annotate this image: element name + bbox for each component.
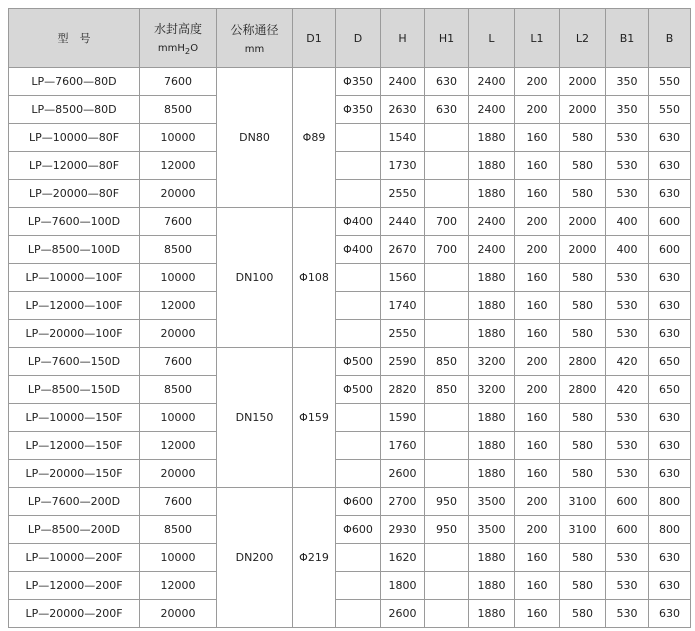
- cell-h: 2820: [381, 376, 425, 404]
- header-model: 型 号: [9, 9, 140, 68]
- cell-b: 630: [649, 544, 691, 572]
- cell-b1: 530: [606, 180, 649, 208]
- cell-d: Φ500: [336, 348, 381, 376]
- cell-model: LP—10000—200F: [9, 544, 140, 572]
- cell-l: 1880: [469, 460, 515, 488]
- cell-model: LP—8500—100D: [9, 236, 140, 264]
- cell-d: Φ600: [336, 516, 381, 544]
- cell-l2: 580: [560, 264, 606, 292]
- table-row: [9, 516, 691, 544]
- cell-l2: 2000: [560, 68, 606, 96]
- cell-d: [336, 292, 381, 320]
- cell-l1: 160: [515, 152, 560, 180]
- cell-b1: 400: [606, 208, 649, 236]
- cell-h1: 950: [425, 488, 469, 516]
- cell-l2: 580: [560, 544, 606, 572]
- cell-d: [336, 404, 381, 432]
- cell-d1: Φ219: [293, 488, 336, 628]
- cell-h: 2550: [381, 320, 425, 348]
- cell-b1: 530: [606, 152, 649, 180]
- cell-seal-height: 20000: [140, 180, 217, 208]
- cell-d: [336, 432, 381, 460]
- cell-seal-height: 20000: [140, 320, 217, 348]
- table-row: [9, 292, 691, 320]
- cell-b: 630: [649, 460, 691, 488]
- cell-h: 2930: [381, 516, 425, 544]
- header-l: L: [469, 9, 515, 68]
- cell-l2: 580: [560, 152, 606, 180]
- cell-l2: 580: [560, 572, 606, 600]
- cell-h1: [425, 460, 469, 488]
- cell-model: LP—12000—100F: [9, 292, 140, 320]
- header-d1: D1: [293, 9, 336, 68]
- cell-nominal-diameter: DN80: [217, 68, 293, 208]
- cell-h1: [425, 264, 469, 292]
- cell-l1: 160: [515, 432, 560, 460]
- cell-seal-height: 12000: [140, 432, 217, 460]
- cell-d: [336, 264, 381, 292]
- cell-seal-height: 20000: [140, 460, 217, 488]
- cell-l: 1880: [469, 180, 515, 208]
- cell-model: LP—12000—200F: [9, 572, 140, 600]
- cell-l1: 160: [515, 320, 560, 348]
- cell-l: 2400: [469, 96, 515, 124]
- cell-seal-height: 7600: [140, 68, 217, 96]
- header-nominal-diameter: 公称通径 mm: [217, 9, 293, 68]
- cell-b: 600: [649, 208, 691, 236]
- cell-l2: 580: [560, 404, 606, 432]
- cell-model: LP—20000—150F: [9, 460, 140, 488]
- header-b1: B1: [606, 9, 649, 68]
- cell-seal-height: 12000: [140, 152, 217, 180]
- cell-h1: [425, 292, 469, 320]
- cell-l1: 160: [515, 572, 560, 600]
- cell-b: 630: [649, 124, 691, 152]
- cell-model: LP—8500—200D: [9, 516, 140, 544]
- cell-l2: 580: [560, 180, 606, 208]
- cell-seal-height: 20000: [140, 600, 217, 628]
- cell-b1: 530: [606, 320, 649, 348]
- cell-b: 800: [649, 488, 691, 516]
- header-b: B: [649, 9, 691, 68]
- cell-seal-height: 12000: [140, 572, 217, 600]
- cell-l1: 200: [515, 68, 560, 96]
- table-row: [9, 460, 691, 488]
- cell-h: 2440: [381, 208, 425, 236]
- cell-b1: 530: [606, 264, 649, 292]
- cell-h: 2400: [381, 68, 425, 96]
- cell-d: Φ350: [336, 68, 381, 96]
- cell-model: LP—7600—200D: [9, 488, 140, 516]
- cell-b1: 350: [606, 96, 649, 124]
- cell-nominal-diameter: DN200: [217, 488, 293, 628]
- table-row: [9, 68, 691, 96]
- cell-b: 630: [649, 600, 691, 628]
- spec-body: [9, 68, 691, 628]
- cell-nominal-diameter: DN150: [217, 348, 293, 488]
- cell-model: LP—8500—150D: [9, 376, 140, 404]
- cell-l1: 160: [515, 292, 560, 320]
- cell-l: 1880: [469, 404, 515, 432]
- cell-h: 1540: [381, 124, 425, 152]
- cell-h1: [425, 320, 469, 348]
- cell-b1: 530: [606, 292, 649, 320]
- cell-h: 2600: [381, 600, 425, 628]
- cell-b1: 530: [606, 124, 649, 152]
- cell-seal-height: 10000: [140, 124, 217, 152]
- cell-h1: 700: [425, 236, 469, 264]
- cell-l2: 2800: [560, 348, 606, 376]
- cell-seal-height: 7600: [140, 348, 217, 376]
- cell-l: 1880: [469, 572, 515, 600]
- table-row: [9, 152, 691, 180]
- cell-model: LP—7600—100D: [9, 208, 140, 236]
- cell-h: 1620: [381, 544, 425, 572]
- cell-model: LP—7600—80D: [9, 68, 140, 96]
- table-row: [9, 376, 691, 404]
- cell-h1: 850: [425, 376, 469, 404]
- cell-b1: 530: [606, 404, 649, 432]
- cell-seal-height: 8500: [140, 236, 217, 264]
- cell-b1: 400: [606, 236, 649, 264]
- table-row: [9, 404, 691, 432]
- cell-l2: 580: [560, 124, 606, 152]
- cell-d: Φ350: [336, 96, 381, 124]
- cell-b: 550: [649, 96, 691, 124]
- cell-b: 630: [649, 404, 691, 432]
- cell-b: 630: [649, 264, 691, 292]
- cell-h: 2700: [381, 488, 425, 516]
- cell-h1: 850: [425, 348, 469, 376]
- cell-d1: Φ159: [293, 348, 336, 488]
- cell-seal-height: 8500: [140, 376, 217, 404]
- header-h1: H1: [425, 9, 469, 68]
- spec-table: [8, 8, 691, 628]
- cell-d: [336, 572, 381, 600]
- cell-l2: 2000: [560, 236, 606, 264]
- cell-model: LP—12000—80F: [9, 152, 140, 180]
- cell-h: 1560: [381, 264, 425, 292]
- cell-seal-height: 10000: [140, 264, 217, 292]
- cell-h1: [425, 600, 469, 628]
- cell-d1: Φ108: [293, 208, 336, 348]
- header-l2: L2: [560, 9, 606, 68]
- cell-l: 2400: [469, 68, 515, 96]
- cell-b: 600: [649, 236, 691, 264]
- cell-model: LP—12000—150F: [9, 432, 140, 460]
- cell-d: [336, 152, 381, 180]
- cell-h1: 630: [425, 96, 469, 124]
- cell-l1: 200: [515, 488, 560, 516]
- header-row: [9, 9, 691, 68]
- cell-model: LP—20000—100F: [9, 320, 140, 348]
- table-row: [9, 264, 691, 292]
- cell-l: 3500: [469, 488, 515, 516]
- cell-model: LP—10000—100F: [9, 264, 140, 292]
- cell-l1: 160: [515, 460, 560, 488]
- cell-l1: 160: [515, 600, 560, 628]
- table-row: [9, 208, 691, 236]
- cell-b: 650: [649, 376, 691, 404]
- cell-l: 1880: [469, 292, 515, 320]
- cell-l1: 160: [515, 180, 560, 208]
- cell-h: 1730: [381, 152, 425, 180]
- cell-d: [336, 544, 381, 572]
- cell-d: Φ500: [336, 376, 381, 404]
- cell-seal-height: 7600: [140, 488, 217, 516]
- cell-l: 3500: [469, 516, 515, 544]
- cell-d: [336, 320, 381, 348]
- cell-h: 2600: [381, 460, 425, 488]
- cell-l1: 160: [515, 404, 560, 432]
- header-seal-height: 水封高度 mmH$_2$O: [140, 9, 217, 68]
- cell-l1: 160: [515, 124, 560, 152]
- table-row: [9, 572, 691, 600]
- table-row: [9, 600, 691, 628]
- cell-b: 630: [649, 152, 691, 180]
- cell-seal-height: 7600: [140, 208, 217, 236]
- cell-l2: 2800: [560, 376, 606, 404]
- table-row: [9, 124, 691, 152]
- cell-d: [336, 460, 381, 488]
- cell-l2: 2000: [560, 96, 606, 124]
- cell-l2: 580: [560, 320, 606, 348]
- cell-d: Φ600: [336, 488, 381, 516]
- cell-b: 630: [649, 180, 691, 208]
- cell-h1: [425, 404, 469, 432]
- table-row: [9, 180, 691, 208]
- table-row: [9, 236, 691, 264]
- cell-l: 1880: [469, 600, 515, 628]
- cell-h: 1800: [381, 572, 425, 600]
- cell-h: 2630: [381, 96, 425, 124]
- cell-l2: 3100: [560, 516, 606, 544]
- cell-seal-height: 12000: [140, 292, 217, 320]
- cell-model: LP—7600—150D: [9, 348, 140, 376]
- cell-b1: 350: [606, 68, 649, 96]
- cell-h: 1590: [381, 404, 425, 432]
- cell-d: [336, 180, 381, 208]
- cell-l2: 580: [560, 460, 606, 488]
- cell-l: 1880: [469, 152, 515, 180]
- cell-h1: [425, 572, 469, 600]
- cell-l2: 580: [560, 292, 606, 320]
- cell-d: [336, 124, 381, 152]
- cell-seal-height: 10000: [140, 544, 217, 572]
- cell-b: 800: [649, 516, 691, 544]
- cell-l1: 160: [515, 544, 560, 572]
- cell-h: 2590: [381, 348, 425, 376]
- cell-l: 3200: [469, 376, 515, 404]
- cell-model: LP—20000—80F: [9, 180, 140, 208]
- table-row: [9, 488, 691, 516]
- cell-l: 1880: [469, 544, 515, 572]
- cell-l: 2400: [469, 236, 515, 264]
- cell-d1: Φ89: [293, 68, 336, 208]
- cell-l: 2400: [469, 208, 515, 236]
- cell-h1: [425, 180, 469, 208]
- cell-b: 550: [649, 68, 691, 96]
- cell-l1: 200: [515, 96, 560, 124]
- table-row: [9, 320, 691, 348]
- cell-d: Φ400: [336, 236, 381, 264]
- cell-model: LP—8500—80D: [9, 96, 140, 124]
- table-row: [9, 544, 691, 572]
- cell-seal-height: 10000: [140, 404, 217, 432]
- cell-h1: [425, 544, 469, 572]
- header-l1: L1: [515, 9, 560, 68]
- cell-l2: 580: [560, 600, 606, 628]
- cell-b: 630: [649, 572, 691, 600]
- cell-l1: 200: [515, 348, 560, 376]
- cell-h: 2550: [381, 180, 425, 208]
- table-row: [9, 96, 691, 124]
- header-h: H: [381, 9, 425, 68]
- cell-seal-height: 8500: [140, 96, 217, 124]
- cell-l: 1880: [469, 264, 515, 292]
- cell-b: 630: [649, 432, 691, 460]
- cell-d: [336, 600, 381, 628]
- cell-h1: [425, 124, 469, 152]
- cell-l1: 200: [515, 516, 560, 544]
- cell-b: 650: [649, 348, 691, 376]
- cell-l2: 580: [560, 432, 606, 460]
- cell-h1: [425, 152, 469, 180]
- cell-l1: 200: [515, 376, 560, 404]
- cell-d: Φ400: [336, 208, 381, 236]
- cell-nominal-diameter: DN100: [217, 208, 293, 348]
- cell-h: 1760: [381, 432, 425, 460]
- cell-h: 2670: [381, 236, 425, 264]
- cell-h1: [425, 432, 469, 460]
- cell-l1: 200: [515, 208, 560, 236]
- cell-b1: 530: [606, 600, 649, 628]
- cell-b1: 420: [606, 348, 649, 376]
- cell-l: 1880: [469, 124, 515, 152]
- cell-b: 630: [649, 292, 691, 320]
- cell-h1: 950: [425, 516, 469, 544]
- cell-b1: 600: [606, 488, 649, 516]
- cell-model: LP—10000—80F: [9, 124, 140, 152]
- cell-b1: 530: [606, 460, 649, 488]
- cell-b1: 530: [606, 572, 649, 600]
- cell-l1: 200: [515, 236, 560, 264]
- cell-b: 630: [649, 320, 691, 348]
- cell-b1: 530: [606, 544, 649, 572]
- cell-b1: 600: [606, 516, 649, 544]
- cell-model: LP—20000—200F: [9, 600, 140, 628]
- cell-b1: 530: [606, 432, 649, 460]
- cell-seal-height: 8500: [140, 516, 217, 544]
- cell-l2: 2000: [560, 208, 606, 236]
- cell-model: LP—10000—150F: [9, 404, 140, 432]
- table-row: [9, 348, 691, 376]
- cell-l: 3200: [469, 348, 515, 376]
- table-row: [9, 432, 691, 460]
- cell-l2: 3100: [560, 488, 606, 516]
- cell-l: 1880: [469, 320, 515, 348]
- cell-l: 1880: [469, 432, 515, 460]
- cell-b1: 420: [606, 376, 649, 404]
- header-d: D: [336, 9, 381, 68]
- cell-l1: 160: [515, 264, 560, 292]
- cell-h1: 700: [425, 208, 469, 236]
- cell-h: 1740: [381, 292, 425, 320]
- cell-h1: 630: [425, 68, 469, 96]
